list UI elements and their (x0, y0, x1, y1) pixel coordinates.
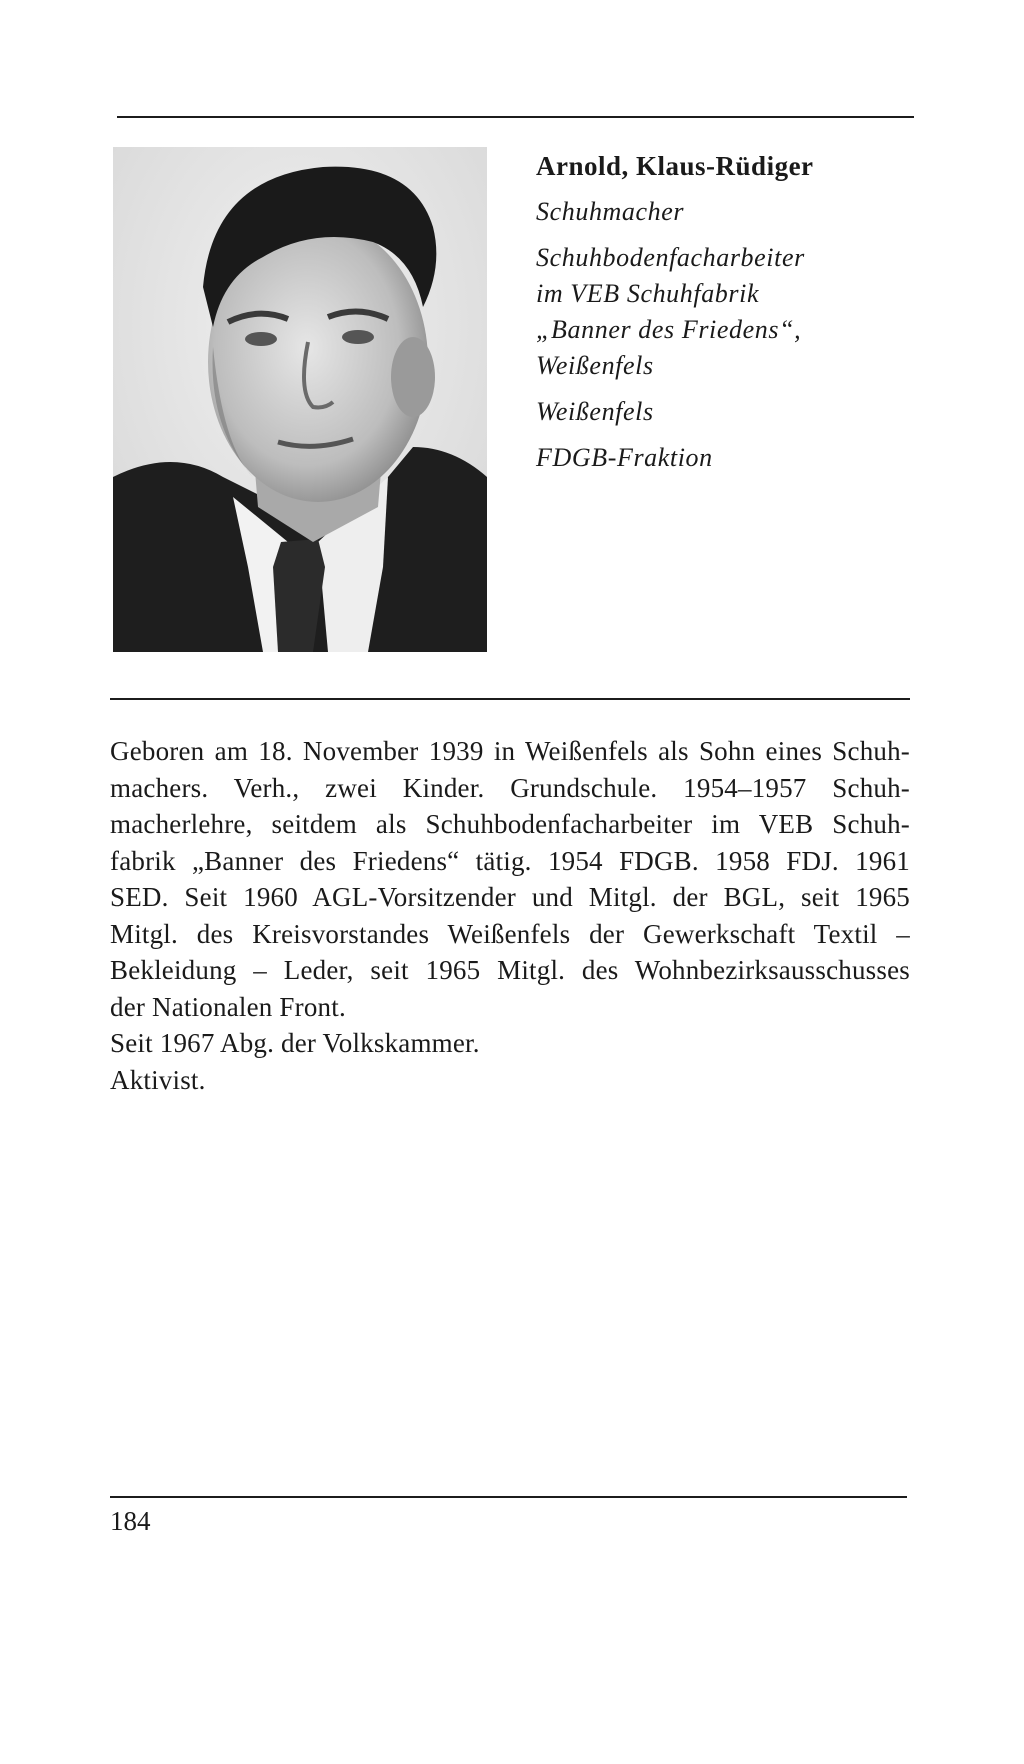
workplace-line: Schuhbodenfacharbeiter (536, 243, 805, 272)
bio-line: Bekleidung – Leder, seit 1965 Mitgl. des Wohnbezirksausschusses (110, 955, 910, 985)
footer-rule (110, 1496, 907, 1498)
page-number: 184 (110, 1506, 151, 1536)
bio-line: machers. Verh., zwei Kinder. Grundschule. 1954–1957 Schuh- (110, 772, 910, 803)
bio-line: macherlehre, seitdem als Schuhbodenfacharbeiter im VEB Schuh- (110, 809, 910, 839)
workplace-line: im VEB Schuhfabrik (536, 279, 760, 308)
person-name: Arnold, Klaus-Rüdiger (536, 151, 814, 181)
top-rule (117, 116, 914, 118)
bio-line: Mitgl. des Kreisvorstandes Weißenfels der Gewerkschaft Textil – (110, 918, 910, 949)
biography-text (110, 733, 910, 1098)
profession: Schuhmacher (536, 197, 685, 226)
section-rule (110, 698, 910, 700)
faction: FDGB-Fraktion (536, 443, 713, 472)
constituency: Weißenfels (536, 397, 654, 426)
bio-line: fabrik „Banner des Friedens“ tätig. 1954 FDGB. 1958 FDJ. 1961 (110, 845, 910, 876)
portrait-photo (113, 147, 487, 652)
bio-line: Seit 1967 Abg. der Volkskammer. (110, 1028, 480, 1058)
bio-line: der Nationalen Front. (110, 991, 346, 1022)
bio-line: SED. Seit 1960 AGL-Vorsitzender und Mitgl. der BGL, seit 1965 (110, 882, 910, 912)
bio-line: Aktivist. (110, 1064, 206, 1095)
workplace-line: „Banner des Friedens“, (536, 315, 802, 344)
bio-line: Geboren am 18. November 1939 in Weißenfels als Sohn eines Schuh- (110, 736, 910, 766)
workplace-line: Weißenfels (536, 351, 654, 380)
entry-header (536, 148, 956, 476)
